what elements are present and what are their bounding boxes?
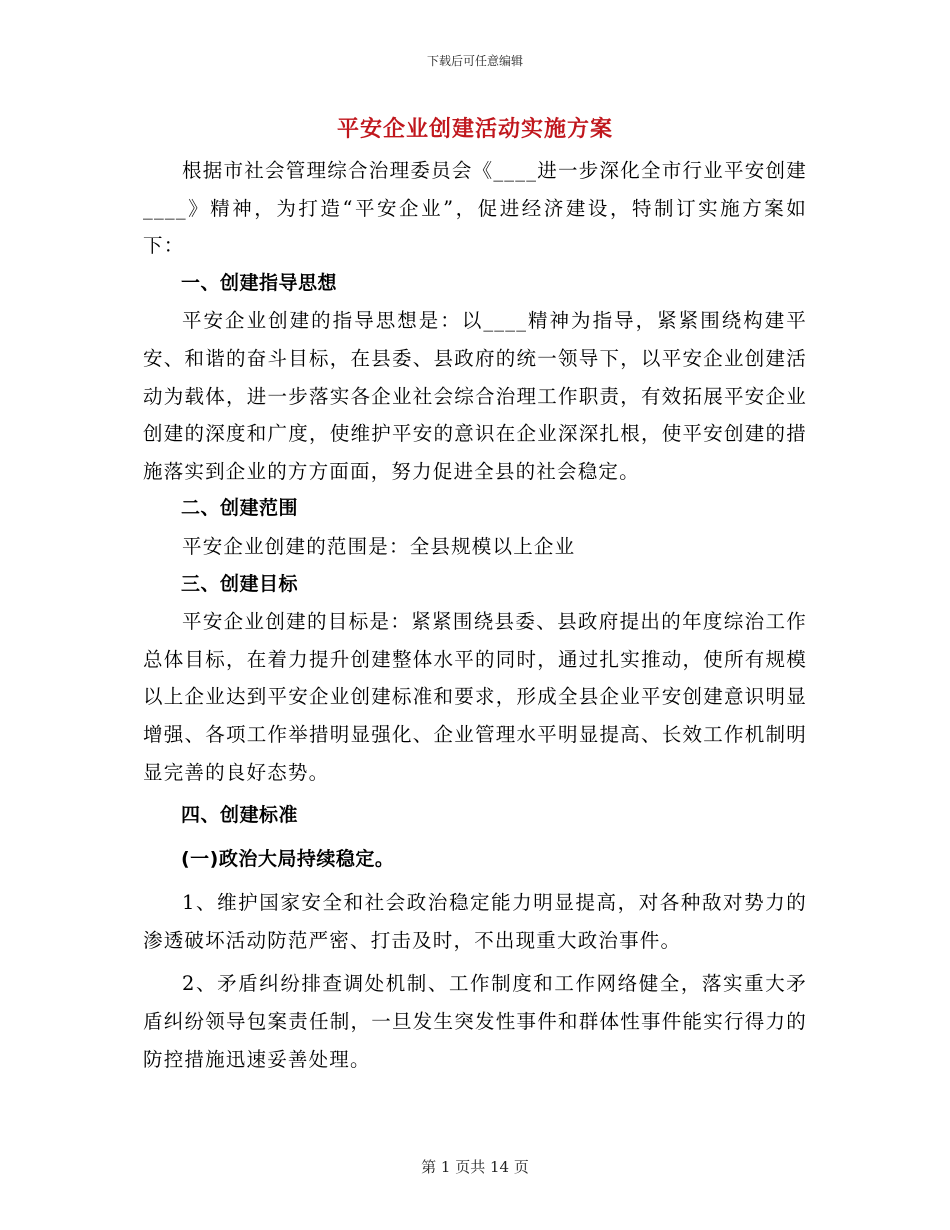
document-title: 平安企业创建活动实施方案 <box>336 116 613 142</box>
section-heading-4: 四、创建标准 <box>181 804 299 827</box>
section-4-paragraph-2: 2、矛盾纠纷排查调处机制、工作制度和工作网络健全，落实重大矛盾纠纷领导包案责任制，一旦发生突发性事件和群体性事件能实行得力的防控措施迅速妥善处理。 <box>143 972 807 1071</box>
page-footer: 第 1 页共 14 页 <box>421 1158 529 1176</box>
document-body <box>143 152 807 1078</box>
section-3-paragraph-1: 平安企业创建的目标是：紧紧围绕县委、县政府提出的年度综治工作总体目标，在着力提升创建整体水平的同时，通过扎实推动，使所有规模以上企业达到平安企业创建标准和要求，形成全县企业平安创建意识明显增强、各项工作举措明显强化、企业管理水平明显提高、长效工作机制明显完善的良好态势。 <box>143 610 807 784</box>
section-heading-3: 三、创建目标 <box>181 572 299 595</box>
section-heading-2: 二、创建范围 <box>181 497 299 520</box>
section-2-paragraph-1: 平安企业创建的范围是：全县规模以上企业 <box>182 534 576 558</box>
header-note: 下载后可任意编辑 <box>426 54 523 68</box>
intro-paragraph: 根据市社会管理综合治理委员会《____进一步深化全市行业平安创建____》精神，为打造“平安企业”，促进经济建设，特制订实施方案如下： <box>143 159 807 258</box>
section-1-paragraph-1: 平安企业创建的指导思想是：以____精神为指导，紧紧围绕构建平安、和谐的奋斗目标，在县委、县政府的统一领导下，以平安企业创建活动为载体，进一步落实各企业社会综合治理工作职责，有效拓展平安企业创建的深度和广度，使维护平安的意识在企业深深扎根，使平安创建的措施落实到企业的方方面面，努力促进全县的社会稳定。 <box>143 309 807 483</box>
section-4-subheading-1: (一)政治大局持续稳定。 <box>181 847 395 870</box>
section-heading-1: 一、创建指导思想 <box>181 271 338 294</box>
section-4-paragraph-1: 1、维护国家安全和社会政治稳定能力明显提高，对各种敌对势力的渗透破坏活动防范严密、打击及时，不出现重大政治事件。 <box>143 891 807 952</box>
